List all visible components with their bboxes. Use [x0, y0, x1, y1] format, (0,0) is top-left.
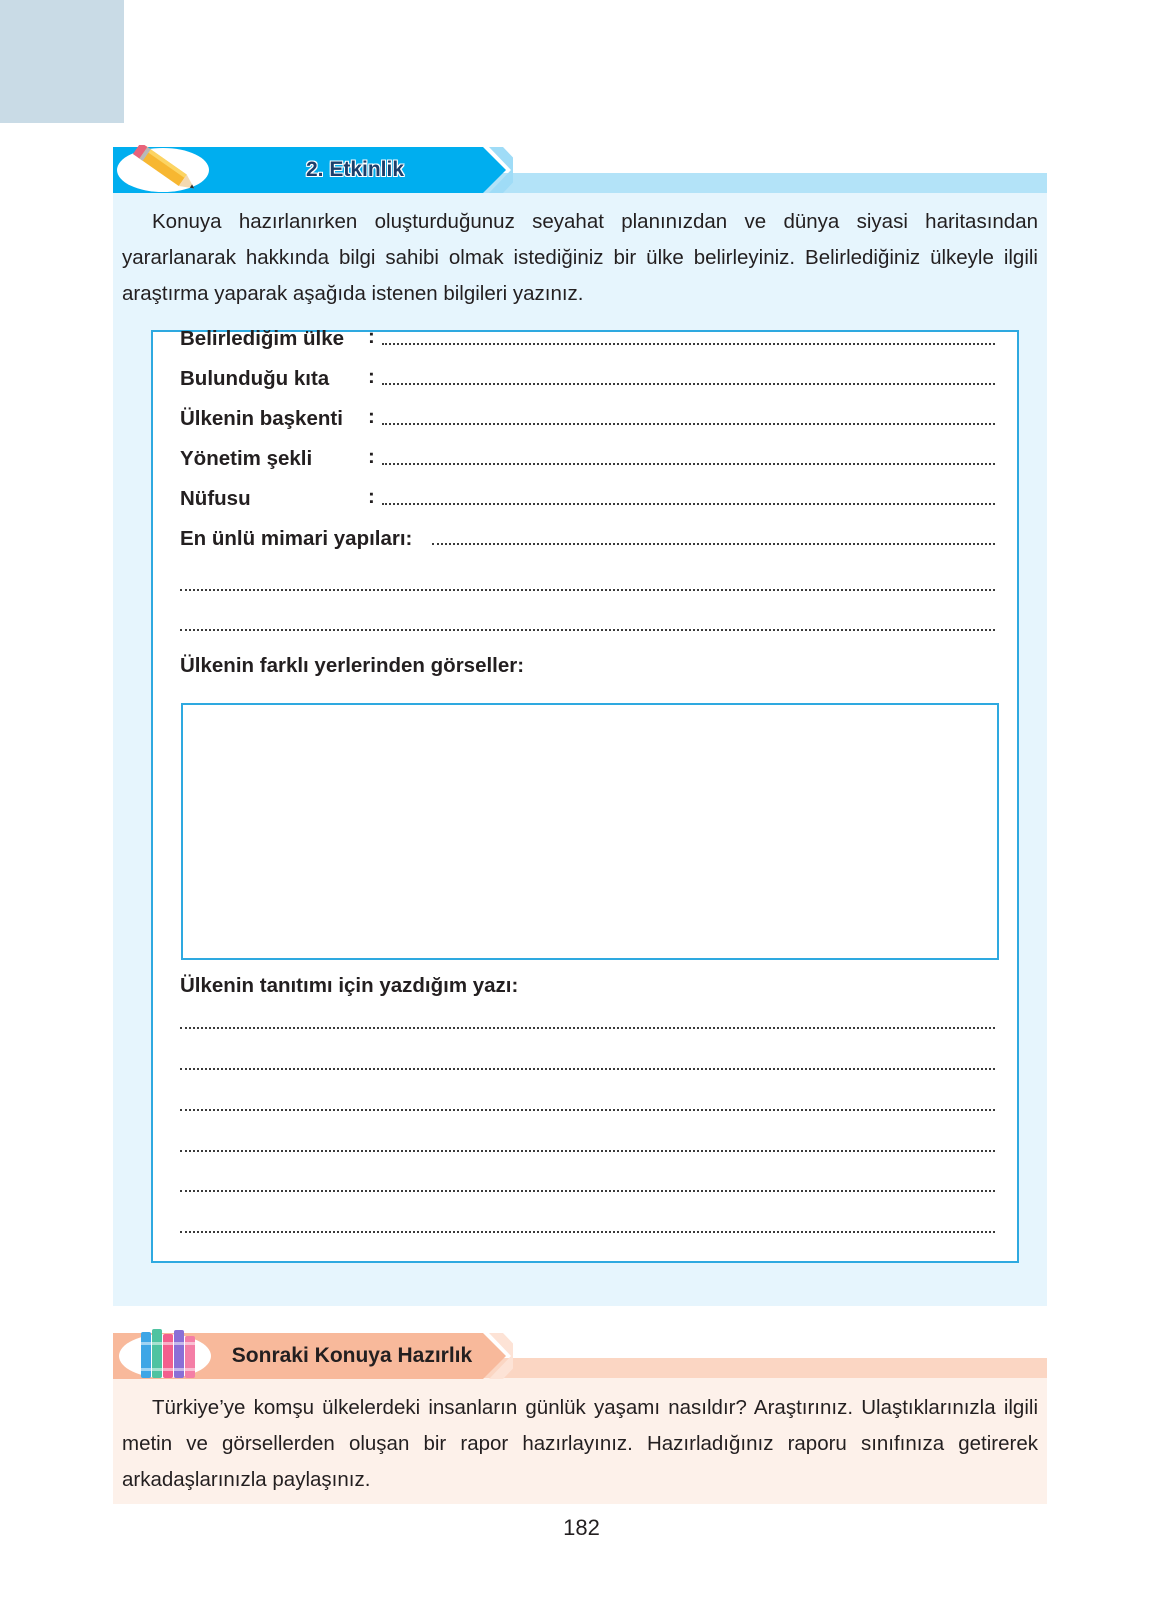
essay-line[interactable] [180, 1027, 995, 1029]
colon: : [368, 325, 375, 348]
images-heading: Ülkenin farklı yerlerinden görseller: [180, 654, 525, 677]
corner-tab [0, 0, 124, 123]
colon: : [368, 405, 375, 428]
government-label: Yönetim şekli [180, 447, 313, 470]
colon: : [368, 365, 375, 388]
activity-title: 2. Etkinlik [305, 158, 405, 181]
page-number: 182 [563, 1515, 600, 1540]
architecture-field[interactable] [180, 521, 995, 551]
essay-line[interactable] [180, 1068, 995, 1070]
essay-heading: Ülkenin tanıtımı için yazdığım yazı: [180, 974, 519, 997]
dotted-line [382, 423, 995, 425]
essay-line[interactable] [180, 1231, 995, 1233]
dotted-line [382, 463, 995, 465]
colon: : [368, 445, 375, 468]
capital-field[interactable] [180, 401, 995, 431]
essay-line[interactable] [180, 1190, 995, 1192]
books-icon [137, 1326, 201, 1382]
activity-intro: Konuya hazırlanırken oluşturduğunuz seyahat planınızdan ve dünya siyasi haritasından yararlanarak hakkında bilgi sahibi olmak istediğiniz bir ülke belirleyiniz. Belirlediğiniz ülkeyle ilgili araştırma yaparak aşağıda istenen bilgileri yazınız. [122, 210, 1038, 305]
government-field[interactable] [180, 441, 995, 471]
continent-label: Bulunduğu kıta [180, 367, 330, 390]
next-topic-text: Türkiye’ye komşu ülkelerdeki insanların günlük yaşamı nasıldır? Araştırınız. Ulaştıklarınızla ilgili metin ve görsellerden oluşan bir rapor hazırlayınız. Hazırladığınız raporu sınıfınıza getirerek arkadaşlarınızla paylaşınız. [122, 1396, 1038, 1491]
dotted-line [432, 543, 995, 545]
architecture-label: En ünlü mimari yapıları: [180, 527, 413, 550]
architecture-line[interactable] [180, 629, 995, 631]
continent-field[interactable] [180, 361, 995, 391]
country-field[interactable] [180, 321, 995, 351]
dotted-line [382, 383, 995, 385]
dotted-line [382, 503, 995, 505]
country-label: Belirlediğim ülke [180, 327, 345, 350]
image-area[interactable] [181, 703, 999, 960]
population-field[interactable] [180, 481, 995, 511]
essay-line[interactable] [180, 1150, 995, 1152]
pencil-icon [130, 145, 206, 195]
essay-line[interactable] [180, 1109, 995, 1111]
next-topic-title: Sonraki Konuya Hazırlık [231, 1344, 473, 1367]
population-label: Nüfusu [180, 487, 251, 510]
colon: : [368, 485, 375, 508]
dotted-line [382, 343, 995, 345]
architecture-line[interactable] [180, 589, 995, 591]
capital-label: Ülkenin başkenti [180, 407, 343, 430]
